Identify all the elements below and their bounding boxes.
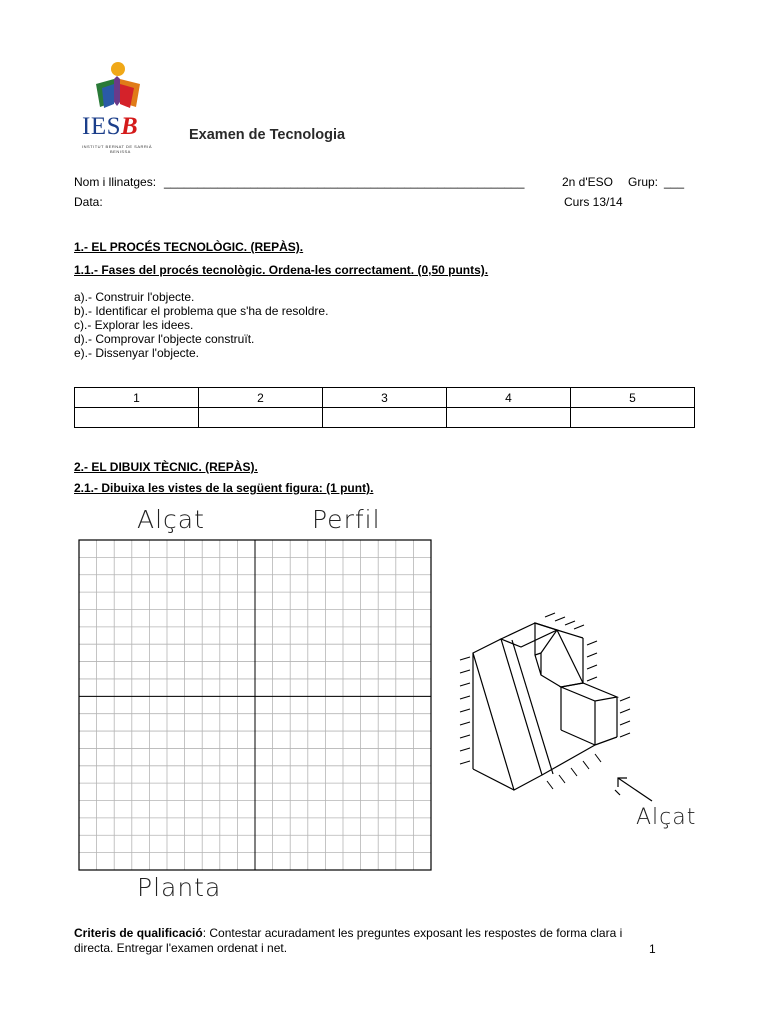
label-perfil: Perfil (312, 505, 381, 534)
answer-col-5: 5 (571, 388, 695, 408)
school-logo (82, 60, 182, 160)
label-planta: Planta (137, 873, 222, 902)
group-label: Grup: (628, 175, 659, 189)
option-e: e).- Dissenyar l'objecte. (74, 346, 200, 360)
name-field[interactable]: ______________________________________________________ (164, 175, 525, 189)
isometric-figure (455, 605, 635, 805)
criteria-text-1: : Contestar acuradament les preguntes exposant les respostes de forma clara i (202, 926, 623, 940)
criteria-text-2: directa. Entregar l'examen ordenat i net. (74, 941, 288, 955)
answer-cell-5[interactable] (571, 408, 695, 428)
criteria-label: Criteris de qualificació (74, 926, 203, 940)
question-2-1: 2.1.- Dibuixa les vistes de la següent figura: (1 punt). (74, 481, 374, 495)
answer-col-3: 3 (323, 388, 447, 408)
criteria-block (74, 926, 684, 956)
exam-title: Examen de Tecnologia (189, 127, 346, 143)
page-number: 1 (649, 942, 656, 956)
school-logo-icon (90, 60, 150, 115)
figure-hatching (460, 613, 630, 789)
answer-cell-3[interactable] (323, 408, 447, 428)
answer-col-1: 1 (75, 388, 199, 408)
course-label: 2n d'ESO (562, 175, 613, 189)
arrow-icon (612, 773, 656, 805)
logo-text: IESB (82, 113, 139, 140)
answer-cell-1[interactable] (75, 408, 199, 428)
option-c: c).- Explorar les idees. (74, 318, 194, 332)
answer-table-input-row (75, 408, 695, 428)
section-1-title: 1.- EL PROCÉS TECNOLÒGIC. (REPÀS). (74, 240, 304, 254)
name-label: Nom i llinatges: (74, 175, 157, 189)
answer-cell-2[interactable] (199, 408, 323, 428)
answer-col-2: 2 (199, 388, 323, 408)
group-field[interactable]: ___ (664, 175, 685, 189)
answer-table (74, 387, 695, 428)
question-1-1: 1.1.- Fases del procés tecnològic. Ordena-les correctament. (0,50 punts). (74, 263, 489, 277)
logo-subtext-town: BENISSA (110, 149, 131, 154)
drawing-grid[interactable] (78, 539, 432, 871)
logo-subtext: INSTITUT BERNAT DE SARRIÀ (82, 144, 153, 149)
label-arrow-alcat: Alçat (636, 805, 697, 830)
answer-col-4: 4 (447, 388, 571, 408)
figure-outline (473, 623, 617, 790)
date-label: Data: (74, 195, 103, 209)
option-a: a).- Construir l'objecte. (74, 290, 195, 304)
label-alcat: Alçat (137, 505, 205, 534)
option-d: d).- Comprovar l'objecte construït. (74, 332, 255, 346)
option-b: b).- Identificar el problema que s'ha de resoldre. (74, 304, 329, 318)
answer-table-header-row (75, 388, 695, 408)
section-2-title: 2.- EL DIBUIX TÈCNIC. (REPÀS). (74, 460, 258, 474)
school-year: Curs 13/14 (564, 195, 623, 209)
options-list (74, 290, 328, 360)
answer-cell-4[interactable] (447, 408, 571, 428)
